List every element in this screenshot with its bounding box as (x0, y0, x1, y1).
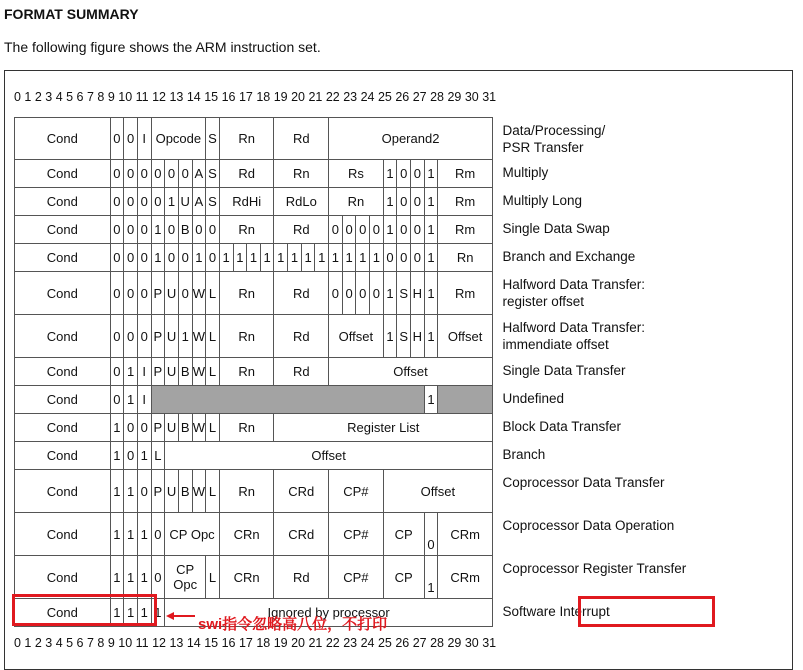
bit-field-cell: L (206, 358, 220, 386)
page-heading: FORMAT SUMMARY (4, 6, 139, 22)
bit-field-cell: CRd (274, 513, 329, 556)
column-separator (492, 414, 502, 442)
bit-field-cell: Rd (219, 160, 274, 188)
bit-numbers-bottom: 0 1 2 3 4 5 6 7 8 9 10 11 12 13 14 15 16 17 18 19 20 21 22 23 24 25 26 27 28 29 30 31 (14, 636, 497, 650)
format-row (15, 358, 723, 386)
bit-field-cell: 0 (137, 188, 151, 216)
bit-field-cell: CP# (329, 513, 384, 556)
bit-field-cell: 0 (165, 160, 179, 188)
format-row (15, 160, 723, 188)
bit-field-cell: 1 (151, 216, 165, 244)
gray-filler-cell (438, 386, 493, 414)
bit-field-cell: 0 (356, 272, 370, 315)
bit-field-cell: 0 (178, 244, 192, 272)
bit-field-cell: CP (383, 556, 424, 599)
bit-field-cell: Cond (15, 386, 111, 414)
column-separator (492, 386, 502, 414)
instruction-type-label: Halfword Data Transfer: register offset (502, 276, 646, 309)
bit-field-cell: Cond (15, 442, 111, 470)
bit-field-cell: Cond (15, 599, 111, 627)
bit-field-cell: 1 (383, 216, 397, 244)
format-row (15, 216, 723, 244)
bit-field-cell: 0 (124, 118, 138, 160)
bit-field-cell: 0 (124, 216, 138, 244)
bit-field-cell: 1 (424, 556, 438, 599)
format-row (15, 556, 723, 599)
bit-field-cell: 1 (124, 513, 138, 556)
bit-field-cell: 0 (137, 470, 151, 513)
instruction-type-label: Branch and Exchange (502, 248, 636, 264)
bit-field-cell: 1 (124, 386, 138, 414)
bit-field-cell: 0 (411, 216, 425, 244)
bit-field-cell: 1 (124, 599, 138, 627)
bit-field-cell: 0 (151, 556, 165, 599)
bit-field-cell: U (165, 470, 179, 513)
bit-field-cell: 0 (137, 272, 151, 315)
instruction-type-label: Multiply Long (502, 192, 583, 208)
bit-field-cell: Cond (15, 513, 111, 556)
bit-field-cell: 1 (260, 244, 274, 272)
bit-field-cell: 1 (424, 160, 438, 188)
bit-field-cell: B (178, 470, 192, 513)
highlight-box-software-interrupt (578, 596, 715, 627)
bit-field-cell: 0 (151, 160, 165, 188)
bit-field-cell: 0 (137, 414, 151, 442)
column-separator (492, 556, 502, 599)
bit-field-cell: 0 (178, 272, 192, 315)
bit-field-cell: 0 (137, 160, 151, 188)
bit-field-cell: 0 (329, 272, 343, 315)
bit-field-cell: Cond (15, 160, 111, 188)
bit-field-cell: Rd (274, 216, 329, 244)
column-separator (492, 442, 502, 470)
bit-field-cell: 0 (124, 160, 138, 188)
bit-field-cell: CRn (219, 513, 274, 556)
bit-field-cell: L (206, 315, 220, 358)
instruction-type-label: Single Data Transfer (502, 362, 626, 378)
bit-field-cell: 0 (151, 188, 165, 216)
bit-field-cell: S (206, 160, 220, 188)
column-separator (492, 188, 502, 216)
bit-field-cell: I (137, 386, 151, 414)
bit-field-cell: 0 (110, 386, 124, 414)
bit-field-cell: CRm (438, 556, 493, 599)
bit-field-cell: 0 (151, 513, 165, 556)
instruction-type-label: Data/Processing/ PSR Transfer (502, 122, 606, 155)
format-row (15, 386, 723, 414)
bit-field-cell: Rn (219, 470, 274, 513)
format-row (15, 188, 723, 216)
highlight-box-cond-bits (12, 594, 157, 626)
bit-field-cell: 1 (110, 470, 124, 513)
bit-field-cell: P (151, 470, 165, 513)
bit-field-cell: 1 (151, 244, 165, 272)
bit-field-cell: 0 (342, 272, 356, 315)
bit-field-cell: Rn (219, 358, 274, 386)
bit-field-cell: 1 (424, 386, 438, 414)
bit-field-cell: 1 (342, 244, 356, 272)
instruction-type-label: Branch (502, 446, 546, 462)
bit-field-cell: S (206, 118, 220, 160)
format-row (15, 442, 723, 470)
bit-field-cell: P (151, 358, 165, 386)
bit-field-cell: Rm (438, 160, 493, 188)
bit-field-cell: RdLo (274, 188, 329, 216)
bit-field-cell: Cond (15, 272, 111, 315)
bit-field-cell: 1 (424, 188, 438, 216)
column-separator (492, 513, 502, 556)
handwritten-annotation: swi指令忽略高八位，不打印 (198, 616, 388, 633)
intro-text: The following figure shows the ARM instruction set. (4, 39, 321, 55)
bit-field-cell: 0 (137, 216, 151, 244)
bit-field-cell: 0 (124, 442, 138, 470)
bit-field-cell: Cond (15, 315, 111, 358)
instruction-format-table (14, 117, 722, 627)
bit-field-cell: S (206, 188, 220, 216)
format-row (15, 118, 723, 160)
column-separator (492, 216, 502, 244)
bit-field-cell: 1 (383, 272, 397, 315)
bit-field-cell: 1 (137, 556, 151, 599)
bit-field-cell: 1 (383, 315, 397, 358)
column-separator (492, 315, 502, 358)
bit-field-cell: 0 (342, 216, 356, 244)
bit-field-cell: 0 (124, 244, 138, 272)
bit-field-cell: W (192, 315, 206, 358)
bit-field-cell: S (397, 315, 411, 358)
bit-field-cell: S (397, 272, 411, 315)
bit-field-cell: 1 (124, 556, 138, 599)
bit-field-cell: W (192, 470, 206, 513)
bit-field-cell: 1 (383, 160, 397, 188)
bit-field-cell: H (411, 272, 425, 315)
bit-field-cell: U (165, 272, 179, 315)
column-separator (492, 160, 502, 188)
bit-field-cell: 1 (110, 442, 124, 470)
bit-field-cell: U (178, 188, 192, 216)
bit-field-cell: RdHi (219, 188, 274, 216)
bit-field-cell: L (151, 442, 165, 470)
bit-field-cell: 0 (124, 272, 138, 315)
bit-field-cell: 1 (424, 272, 438, 315)
bit-field-cell: B (178, 358, 192, 386)
bit-field-cell: 1 (424, 244, 438, 272)
bit-field-cell: Cond (15, 118, 111, 160)
bit-field-cell: Rn (219, 414, 274, 442)
bit-field-cell: 1 (165, 188, 179, 216)
bit-field-cell: 0 (110, 188, 124, 216)
bit-field-cell: 1 (315, 244, 329, 272)
bit-field-cell: P (151, 315, 165, 358)
format-row (15, 513, 723, 556)
bit-field-cell: CRm (438, 513, 493, 556)
bit-field-cell: Rn (219, 272, 274, 315)
bit-field-cell: I (137, 118, 151, 160)
bit-field-cell: Cond (15, 470, 111, 513)
bit-field-cell: 1 (301, 244, 315, 272)
instruction-type-label: Single Data Swap (502, 220, 610, 236)
column-separator (492, 118, 502, 160)
bit-field-cell: 1 (110, 513, 124, 556)
bit-field-cell: Ignored by processor (165, 599, 493, 627)
bit-field-cell: 0 (110, 272, 124, 315)
bit-field-cell: 0 (110, 160, 124, 188)
format-row (15, 244, 723, 272)
format-row (15, 315, 723, 358)
red-arrow-icon (166, 611, 196, 621)
bit-field-cell: CRd (274, 470, 329, 513)
bit-field-cell: U (165, 358, 179, 386)
bit-field-cell: 1 (151, 599, 165, 627)
bit-field-cell: Rn (329, 188, 384, 216)
instruction-type-label: Coprocessor Data Operation (502, 517, 675, 533)
bit-field-cell: 0 (124, 315, 138, 358)
column-separator (492, 244, 502, 272)
bit-field-cell: 0 (165, 244, 179, 272)
bit-field-cell: I (137, 358, 151, 386)
bit-field-cell: 0 (383, 244, 397, 272)
bit-field-cell: 1 (178, 315, 192, 358)
bit-field-cell: Cond (15, 244, 111, 272)
bit-field-cell: 0 (110, 244, 124, 272)
bit-field-cell: Offset (329, 358, 493, 386)
bit-field-cell: 1 (110, 599, 124, 627)
bit-field-cell: 1 (124, 358, 138, 386)
bit-field-cell: W (192, 272, 206, 315)
bit-field-cell: 1 (110, 556, 124, 599)
bit-field-cell: L (206, 470, 220, 513)
bit-field-cell: 0 (329, 216, 343, 244)
instruction-type-label: Multiply (502, 164, 549, 180)
bit-field-cell: 1 (137, 442, 151, 470)
bit-field-cell: Opcode (151, 118, 206, 160)
bit-field-cell: Rn (219, 118, 274, 160)
bit-field-cell: P (151, 272, 165, 315)
bit-field-cell: 0 (124, 188, 138, 216)
bit-field-cell: 0 (192, 216, 206, 244)
bit-field-cell: 1 (329, 244, 343, 272)
bit-field-cell: Rd (274, 315, 329, 358)
bit-field-cell: 0 (124, 414, 138, 442)
bit-field-cell: P (151, 414, 165, 442)
bit-field-cell: Cond (15, 216, 111, 244)
bit-field-cell: 0 (411, 244, 425, 272)
bit-field-cell: U (165, 315, 179, 358)
bit-field-cell: 1 (424, 216, 438, 244)
bit-field-cell: A (192, 188, 206, 216)
bit-field-cell: CP Opc (165, 556, 206, 599)
bit-field-cell: 0 (178, 160, 192, 188)
bit-field-cell: Offset (383, 470, 492, 513)
bit-field-cell: 0 (397, 216, 411, 244)
bit-field-cell: W (192, 414, 206, 442)
bit-field-cell: B (178, 216, 192, 244)
bit-field-cell: Register List (274, 414, 493, 442)
bit-field-cell: 1 (247, 244, 261, 272)
instruction-type-label: Software Interrupt (502, 603, 610, 619)
bit-field-cell: 0 (110, 358, 124, 386)
bit-field-cell: Rm (438, 216, 493, 244)
bit-field-cell: 0 (206, 244, 220, 272)
bit-field-cell: Rn (219, 216, 274, 244)
bit-field-cell: 0 (397, 244, 411, 272)
bit-field-cell: Rd (274, 272, 329, 315)
bit-field-cell: 0 (137, 315, 151, 358)
bit-field-cell: 1 (137, 599, 151, 627)
bit-field-cell: Rm (438, 188, 493, 216)
bit-field-cell: 1 (110, 414, 124, 442)
column-separator (492, 599, 502, 627)
bit-field-cell: 1 (356, 244, 370, 272)
bit-field-cell: L (206, 272, 220, 315)
bit-field-cell: Rd (274, 556, 329, 599)
bit-field-cell: Offset (329, 315, 384, 358)
bit-field-cell: L (206, 556, 220, 599)
format-row (15, 272, 723, 315)
bit-field-cell: 1 (192, 244, 206, 272)
format-row (15, 414, 723, 442)
bit-field-cell: A (192, 160, 206, 188)
bit-field-cell: Rn (219, 315, 274, 358)
bit-field-cell: Rn (274, 160, 329, 188)
bit-field-cell: 0 (370, 216, 384, 244)
bit-field-cell: Rn (438, 244, 493, 272)
bit-field-cell: Rd (274, 118, 329, 160)
bit-field-cell: H (411, 315, 425, 358)
bit-field-cell: 1 (383, 188, 397, 216)
bit-field-cell: 0 (206, 216, 220, 244)
bit-field-cell: 1 (288, 244, 302, 272)
bit-field-cell: 0 (110, 118, 124, 160)
column-separator (492, 358, 502, 386)
bit-field-cell: 1 (370, 244, 384, 272)
bit-field-cell: CP# (329, 470, 384, 513)
bit-field-cell: U (165, 414, 179, 442)
instruction-type-label: Coprocessor Register Transfer (502, 560, 687, 576)
bit-field-cell: 0 (424, 513, 438, 556)
bit-field-cell: 0 (110, 216, 124, 244)
bit-field-cell: 1 (274, 244, 288, 272)
bit-field-cell: 0 (411, 188, 425, 216)
instruction-type-label: Undefined (502, 390, 565, 406)
bit-field-cell: CRn (219, 556, 274, 599)
column-separator (492, 470, 502, 513)
column-separator (492, 272, 502, 315)
bit-field-cell: 0 (110, 315, 124, 358)
bit-field-cell: CP# (329, 556, 384, 599)
bit-field-cell: 0 (397, 160, 411, 188)
bit-field-cell: B (178, 414, 192, 442)
bit-field-cell: 0 (370, 272, 384, 315)
bit-field-cell: Operand2 (329, 118, 493, 160)
bit-field-cell: Cond (15, 188, 111, 216)
bit-field-cell: 1 (424, 315, 438, 358)
bit-field-cell: W (192, 358, 206, 386)
instruction-type-label: Block Data Transfer (502, 418, 622, 434)
bit-field-cell: Offset (165, 442, 493, 470)
instruction-type-label: Coprocessor Data Transfer (502, 474, 665, 490)
bit-field-cell: L (206, 414, 220, 442)
bit-field-cell: Rd (274, 358, 329, 386)
bit-field-cell: Rm (438, 272, 493, 315)
bit-field-cell: Cond (15, 414, 111, 442)
bit-field-cell: 0 (397, 188, 411, 216)
bit-field-cell: Rs (329, 160, 384, 188)
instruction-type-label: Halfword Data Transfer: immendiate offset (502, 319, 646, 352)
format-row (15, 470, 723, 513)
bit-field-cell: 1 (233, 244, 247, 272)
bit-field-cell: 0 (137, 244, 151, 272)
bit-field-cell: 0 (411, 160, 425, 188)
bit-numbers-top: 0 1 2 3 4 5 6 7 8 9 10 11 12 13 14 15 16 17 18 19 20 21 22 23 24 25 26 27 28 29 30 31 (14, 90, 497, 104)
bit-field-cell: Offset (438, 315, 493, 358)
bit-field-cell: Cond (15, 556, 111, 599)
bit-field-cell: CP Opc (165, 513, 220, 556)
gray-filler-cell (151, 386, 424, 414)
bit-field-cell: CP (383, 513, 424, 556)
bit-field-cell: 0 (165, 216, 179, 244)
bit-field-cell: Cond (15, 358, 111, 386)
bit-field-cell: 0 (356, 216, 370, 244)
bit-field-cell: 1 (137, 513, 151, 556)
bit-field-cell: 1 (219, 244, 233, 272)
bit-field-cell: 1 (124, 470, 138, 513)
